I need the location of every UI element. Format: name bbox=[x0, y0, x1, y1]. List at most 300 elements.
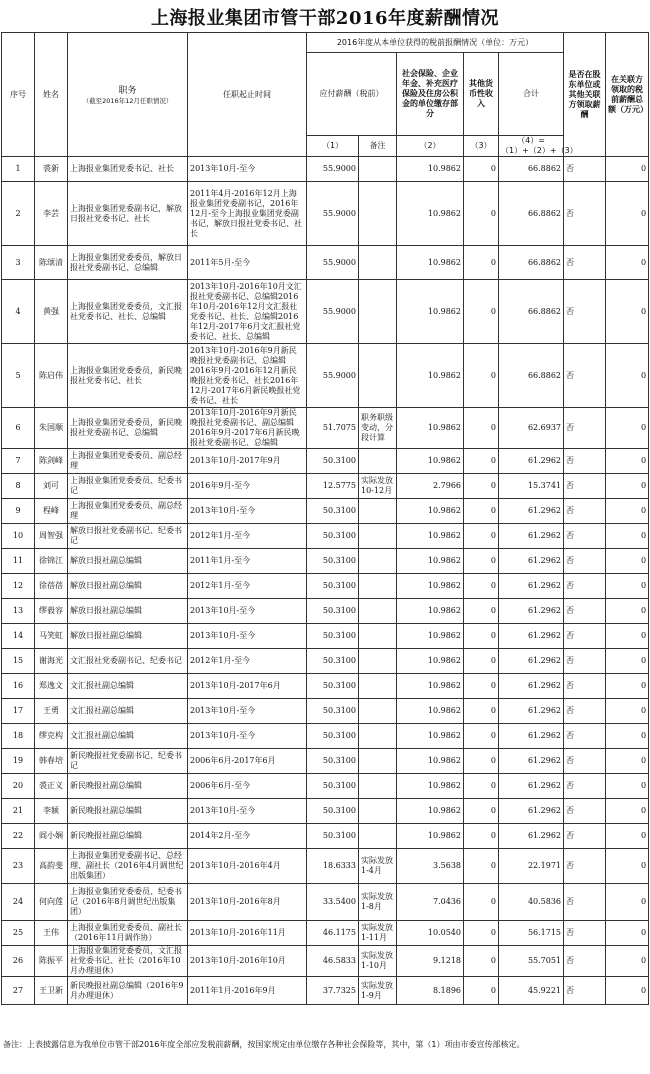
row-insurance: 10.9862 bbox=[397, 699, 464, 724]
row-name: 陈振平 bbox=[35, 946, 68, 977]
table-row bbox=[2, 280, 649, 344]
row-insurance: 10.9862 bbox=[397, 280, 464, 344]
row-salary: 50.3100 bbox=[307, 574, 359, 599]
row-remark bbox=[359, 344, 397, 408]
row-position: 解放日报社副总编辑 bbox=[68, 574, 188, 599]
row-other: 0 bbox=[464, 624, 499, 649]
row-position: 解放日报社副总编辑 bbox=[68, 624, 188, 649]
row-affiliate: 否 bbox=[564, 799, 606, 824]
row-position: 上海报业集团党委委员、副社长（2016年11月调作协） bbox=[68, 921, 188, 946]
row-salary: 50.3100 bbox=[307, 774, 359, 799]
row-affiliate-amount: 0 bbox=[606, 408, 649, 449]
row-other: 0 bbox=[464, 799, 499, 824]
row-other: 0 bbox=[464, 599, 499, 624]
header-insurance: 社会保险、企业年金、补充医疗保险及住房公积金的单位缴存部分 bbox=[397, 53, 464, 136]
row-position: 上海报业集团党委委员，解放日报社党委副书记、总编辑 bbox=[68, 246, 188, 280]
row-insurance: 10.9862 bbox=[397, 449, 464, 474]
row-affiliate-amount: 0 bbox=[606, 674, 649, 699]
row-insurance: 10.9862 bbox=[397, 724, 464, 749]
row-number: 8 bbox=[2, 474, 35, 499]
row-period: 2013年10月-至今 bbox=[188, 799, 307, 824]
row-period: 2013年10月-2016年9月新民晚报社党委副书记、副总编辑2016年9月-2017年6月新民晚报社党委副书记、总编辑 bbox=[188, 408, 307, 449]
row-total: 61.2962 bbox=[499, 774, 564, 799]
row-total: 61.2962 bbox=[499, 524, 564, 549]
row-affiliate: 否 bbox=[564, 774, 606, 799]
row-total: 61.2962 bbox=[499, 674, 564, 699]
row-total: 66.8862 bbox=[499, 182, 564, 246]
row-name: 陈剑峰 bbox=[35, 449, 68, 474]
row-other: 0 bbox=[464, 774, 499, 799]
row-number: 2 bbox=[2, 182, 35, 246]
row-period: 2013年10月-至今 bbox=[188, 157, 307, 182]
table-row bbox=[2, 408, 649, 449]
row-position: 新民晚报社副总编辑 bbox=[68, 774, 188, 799]
header-col-remark: 备注 bbox=[359, 136, 397, 157]
table-row bbox=[2, 724, 649, 749]
row-salary: 55.9000 bbox=[307, 246, 359, 280]
row-other: 0 bbox=[464, 699, 499, 724]
row-remark bbox=[359, 549, 397, 574]
header-affiliate-amount: 在关联方领取的税前薪酬总额（万元） bbox=[606, 33, 649, 157]
row-remark bbox=[359, 599, 397, 624]
table-row bbox=[2, 799, 649, 824]
row-other: 0 bbox=[464, 884, 499, 921]
row-number: 5 bbox=[2, 344, 35, 408]
row-insurance: 8.1896 bbox=[397, 977, 464, 1005]
row-number: 26 bbox=[2, 946, 35, 977]
row-insurance: 10.9862 bbox=[397, 408, 464, 449]
row-salary: 55.9000 bbox=[307, 280, 359, 344]
row-name: 徐蓓蓓 bbox=[35, 574, 68, 599]
row-remark bbox=[359, 799, 397, 824]
table-row bbox=[2, 499, 649, 524]
row-remark bbox=[359, 499, 397, 524]
row-remark: 实际发放10-12月 bbox=[359, 474, 397, 499]
row-other: 0 bbox=[464, 946, 499, 977]
row-affiliate: 否 bbox=[564, 408, 606, 449]
row-affiliate-amount: 0 bbox=[606, 849, 649, 884]
row-affiliate-amount: 0 bbox=[606, 649, 649, 674]
row-salary: 50.3100 bbox=[307, 549, 359, 574]
row-period: 2013年10月-2016年8月 bbox=[188, 884, 307, 921]
row-other: 0 bbox=[464, 849, 499, 884]
header-position-note: （截至2016年12月任职情况） bbox=[82, 96, 173, 105]
row-total: 61.2962 bbox=[499, 549, 564, 574]
row-position: 上海报业集团党委委员、副总经理 bbox=[68, 449, 188, 474]
row-other: 0 bbox=[464, 549, 499, 574]
table-row bbox=[2, 749, 649, 774]
table-row bbox=[2, 946, 649, 977]
row-remark bbox=[359, 724, 397, 749]
row-affiliate: 否 bbox=[564, 344, 606, 408]
row-number: 22 bbox=[2, 824, 35, 849]
row-affiliate-amount: 0 bbox=[606, 549, 649, 574]
row-insurance: 10.9862 bbox=[397, 524, 464, 549]
row-salary: 46.1175 bbox=[307, 921, 359, 946]
table-row bbox=[2, 921, 649, 946]
row-other: 0 bbox=[464, 824, 499, 849]
row-remark bbox=[359, 280, 397, 344]
row-number: 3 bbox=[2, 246, 35, 280]
row-affiliate-amount: 0 bbox=[606, 977, 649, 1005]
row-salary: 50.3100 bbox=[307, 699, 359, 724]
row-salary: 37.7325 bbox=[307, 977, 359, 1005]
row-affiliate-amount: 0 bbox=[606, 749, 649, 774]
row-insurance: 10.9862 bbox=[397, 499, 464, 524]
row-other: 0 bbox=[464, 977, 499, 1005]
row-salary: 12.5775 bbox=[307, 474, 359, 499]
row-affiliate: 否 bbox=[564, 524, 606, 549]
row-position: 上海报业集团党委副书记，解放日报社党委书记、社长 bbox=[68, 182, 188, 246]
row-affiliate-amount: 0 bbox=[606, 449, 649, 474]
row-salary: 50.3100 bbox=[307, 674, 359, 699]
row-number: 9 bbox=[2, 499, 35, 524]
row-period: 2013年10月-至今 bbox=[188, 499, 307, 524]
header-position-label: 职务 bbox=[118, 85, 137, 96]
header-col2: （2） bbox=[397, 136, 464, 157]
row-salary: 50.3100 bbox=[307, 749, 359, 774]
row-number: 19 bbox=[2, 749, 35, 774]
row-affiliate: 否 bbox=[564, 921, 606, 946]
row-position: 上海报业集团党委委员，新民晚报社党委书记、社长 bbox=[68, 344, 188, 408]
row-affiliate-amount: 0 bbox=[606, 344, 649, 408]
row-period: 2011年1月-至今 bbox=[188, 549, 307, 574]
row-total: 61.2962 bbox=[499, 449, 564, 474]
header-period: 任职起止时间 bbox=[188, 33, 307, 157]
row-period: 2011年5月-至今 bbox=[188, 246, 307, 280]
row-total: 56.1715 bbox=[499, 921, 564, 946]
row-affiliate-amount: 0 bbox=[606, 474, 649, 499]
row-affiliate-amount: 0 bbox=[606, 624, 649, 649]
row-number: 24 bbox=[2, 884, 35, 921]
row-name: 谢海光 bbox=[35, 649, 68, 674]
row-remark: 实际发放1-10月 bbox=[359, 946, 397, 977]
row-total: 61.2962 bbox=[499, 824, 564, 849]
row-affiliate-amount: 0 bbox=[606, 921, 649, 946]
row-affiliate-amount: 0 bbox=[606, 574, 649, 599]
row-other: 0 bbox=[464, 921, 499, 946]
row-name: 阎小娴 bbox=[35, 824, 68, 849]
row-name: 裘新 bbox=[35, 157, 68, 182]
table-row bbox=[2, 474, 649, 499]
row-affiliate: 否 bbox=[564, 246, 606, 280]
row-period: 2012年1月-至今 bbox=[188, 574, 307, 599]
row-insurance: 10.9862 bbox=[397, 157, 464, 182]
table-row bbox=[2, 524, 649, 549]
header-other: 其他货币性收入 bbox=[464, 53, 499, 136]
row-name: 李芸 bbox=[35, 182, 68, 246]
row-total: 66.8862 bbox=[499, 344, 564, 408]
row-total: 61.2962 bbox=[499, 599, 564, 624]
row-other: 0 bbox=[464, 749, 499, 774]
row-affiliate-amount: 0 bbox=[606, 884, 649, 921]
row-position: 上海报业集团党委委员，文汇报社党委书记、社长（2016年10月办理退休） bbox=[68, 946, 188, 977]
header-seq: 序号 bbox=[2, 33, 35, 157]
row-insurance: 10.9862 bbox=[397, 549, 464, 574]
row-other: 0 bbox=[464, 674, 499, 699]
row-affiliate: 否 bbox=[564, 157, 606, 182]
row-other: 0 bbox=[464, 280, 499, 344]
row-total: 66.8862 bbox=[499, 157, 564, 182]
row-position: 新民晚报社副总编辑 bbox=[68, 799, 188, 824]
row-number: 17 bbox=[2, 699, 35, 724]
row-insurance: 9.1218 bbox=[397, 946, 464, 977]
row-remark bbox=[359, 182, 397, 246]
header-col4: （4）=（1）+（2）+（3） bbox=[499, 136, 564, 157]
row-total: 22.1971 bbox=[499, 849, 564, 884]
row-position: 解放日报社副总编辑 bbox=[68, 549, 188, 574]
row-number: 27 bbox=[2, 977, 35, 1005]
table-row bbox=[2, 344, 649, 408]
row-total: 61.2962 bbox=[499, 624, 564, 649]
row-remark bbox=[359, 824, 397, 849]
row-position: 新民晚报社副总编辑（2016年9月办理退休） bbox=[68, 977, 188, 1005]
row-name: 李颖 bbox=[35, 799, 68, 824]
row-affiliate: 否 bbox=[564, 474, 606, 499]
row-total: 55.7051 bbox=[499, 946, 564, 977]
table-row bbox=[2, 157, 649, 182]
row-name: 朱国顺 bbox=[35, 408, 68, 449]
row-salary: 50.3100 bbox=[307, 524, 359, 549]
row-insurance: 10.9862 bbox=[397, 344, 464, 408]
row-insurance: 10.0540 bbox=[397, 921, 464, 946]
header-position bbox=[68, 33, 188, 157]
row-number: 25 bbox=[2, 921, 35, 946]
row-period: 2013年10月-至今 bbox=[188, 724, 307, 749]
row-position: 上海报业集团党委书记、社长 bbox=[68, 157, 188, 182]
row-total: 61.2962 bbox=[499, 749, 564, 774]
row-affiliate-amount: 0 bbox=[606, 799, 649, 824]
row-remark bbox=[359, 157, 397, 182]
row-affiliate: 否 bbox=[564, 749, 606, 774]
row-position: 文汇报社副总编辑 bbox=[68, 724, 188, 749]
footnote: 备注：上表披露信息为我单位市管干部2016年度全部应发税前薪酬，按国家规定由单位缴存各种社会保险等，其中，第（1）项由市委宣传部核定。 bbox=[3, 1040, 525, 1049]
table-row bbox=[2, 574, 649, 599]
row-position: 上海报业集团党委委员，新民晚报社党委副书记、总编辑 bbox=[68, 408, 188, 449]
row-other: 0 bbox=[464, 574, 499, 599]
row-salary: 50.3100 bbox=[307, 624, 359, 649]
row-total: 15.3741 bbox=[499, 474, 564, 499]
row-insurance: 10.9862 bbox=[397, 824, 464, 849]
row-insurance: 3.5638 bbox=[397, 849, 464, 884]
table-row bbox=[2, 549, 649, 574]
table-row bbox=[2, 699, 649, 724]
row-name: 何向莲 bbox=[35, 884, 68, 921]
row-insurance: 10.9862 bbox=[397, 649, 464, 674]
row-insurance: 7.0436 bbox=[397, 884, 464, 921]
row-remark bbox=[359, 649, 397, 674]
row-total: 45.9221 bbox=[499, 977, 564, 1005]
row-affiliate: 否 bbox=[564, 649, 606, 674]
row-affiliate: 否 bbox=[564, 624, 606, 649]
row-affiliate-amount: 0 bbox=[606, 280, 649, 344]
row-name: 郑逸文 bbox=[35, 674, 68, 699]
row-affiliate-amount: 0 bbox=[606, 157, 649, 182]
row-affiliate: 否 bbox=[564, 699, 606, 724]
row-affiliate: 否 bbox=[564, 946, 606, 977]
row-other: 0 bbox=[464, 246, 499, 280]
row-number: 20 bbox=[2, 774, 35, 799]
row-number: 23 bbox=[2, 849, 35, 884]
row-number: 18 bbox=[2, 724, 35, 749]
row-other: 0 bbox=[464, 408, 499, 449]
row-total: 40.5836 bbox=[499, 884, 564, 921]
row-affiliate-amount: 0 bbox=[606, 774, 649, 799]
row-position: 文汇报社副总编辑 bbox=[68, 674, 188, 699]
table-row bbox=[2, 182, 649, 246]
row-period: 2011年1月-2016年9月 bbox=[188, 977, 307, 1005]
row-affiliate: 否 bbox=[564, 280, 606, 344]
row-position: 上海报业集团党委委员、纪委书记 bbox=[68, 474, 188, 499]
row-remark bbox=[359, 774, 397, 799]
row-name: 刘可 bbox=[35, 474, 68, 499]
row-name: 王勇 bbox=[35, 699, 68, 724]
row-remark: 实际发放1-11月 bbox=[359, 921, 397, 946]
row-affiliate-amount: 0 bbox=[606, 599, 649, 624]
row-name: 缪克构 bbox=[35, 724, 68, 749]
row-total: 61.2962 bbox=[499, 724, 564, 749]
row-number: 1 bbox=[2, 157, 35, 182]
row-salary: 50.3100 bbox=[307, 599, 359, 624]
row-affiliate: 否 bbox=[564, 674, 606, 699]
row-period: 2013年10月-2017年6月 bbox=[188, 674, 307, 699]
row-affiliate-amount: 0 bbox=[606, 182, 649, 246]
table-row bbox=[2, 449, 649, 474]
row-name: 裘正义 bbox=[35, 774, 68, 799]
row-affiliate: 否 bbox=[564, 449, 606, 474]
row-other: 0 bbox=[464, 724, 499, 749]
row-other: 0 bbox=[464, 499, 499, 524]
table-row bbox=[2, 774, 649, 799]
row-remark: 实际发放1-4月 bbox=[359, 849, 397, 884]
table-row bbox=[2, 246, 649, 280]
row-salary: 18.6333 bbox=[307, 849, 359, 884]
table-row bbox=[2, 849, 649, 884]
row-remark: 职务职级变动，分段计算 bbox=[359, 408, 397, 449]
row-total: 61.2962 bbox=[499, 699, 564, 724]
row-position: 新民晚报社党委副书记、纪委书记 bbox=[68, 749, 188, 774]
row-name: 徐锦江 bbox=[35, 549, 68, 574]
row-number: 6 bbox=[2, 408, 35, 449]
row-period: 2011年4月-2016年12月上海报业集团党委副书记，2016年12月-至今上海报业集团党委副书记，解放日报社党委书记、社长 bbox=[188, 182, 307, 246]
row-position: 上海报业集团党委委员，文汇报社党委书记、社长、总编辑 bbox=[68, 280, 188, 344]
row-affiliate-amount: 0 bbox=[606, 699, 649, 724]
row-salary: 50.3100 bbox=[307, 649, 359, 674]
row-number: 15 bbox=[2, 649, 35, 674]
header-group: 2016年度从本单位获得的税前报酬情况（单位：万元） bbox=[307, 33, 564, 53]
header-col3: （3） bbox=[464, 136, 499, 157]
row-period: 2014年2月-至今 bbox=[188, 824, 307, 849]
row-insurance: 10.9862 bbox=[397, 574, 464, 599]
row-name: 陈启伟 bbox=[35, 344, 68, 408]
row-position: 新民晚报社副总编辑 bbox=[68, 824, 188, 849]
row-affiliate: 否 bbox=[564, 574, 606, 599]
row-number: 7 bbox=[2, 449, 35, 474]
row-period: 2013年10月-至今 bbox=[188, 599, 307, 624]
table-row bbox=[2, 649, 649, 674]
header-total: 合计 bbox=[499, 53, 564, 136]
row-period: 2013年10月-2016年11月 bbox=[188, 921, 307, 946]
row-period: 2006年6月-至今 bbox=[188, 774, 307, 799]
header-col1: （1） bbox=[307, 136, 359, 157]
row-number: 11 bbox=[2, 549, 35, 574]
row-insurance: 2.7966 bbox=[397, 474, 464, 499]
row-affiliate: 否 bbox=[564, 849, 606, 884]
row-insurance: 10.9862 bbox=[397, 674, 464, 699]
row-name: 王卫新 bbox=[35, 977, 68, 1005]
row-period: 2013年10月-2017年9月 bbox=[188, 449, 307, 474]
row-total: 61.2962 bbox=[499, 499, 564, 524]
row-number: 13 bbox=[2, 599, 35, 624]
row-position: 上海报业集团党委委员、纪委书记（2016年8月调世纪出版集团） bbox=[68, 884, 188, 921]
row-name: 王伟 bbox=[35, 921, 68, 946]
row-total: 61.2962 bbox=[499, 574, 564, 599]
row-other: 0 bbox=[464, 182, 499, 246]
row-affiliate-amount: 0 bbox=[606, 946, 649, 977]
row-affiliate: 否 bbox=[564, 884, 606, 921]
row-remark bbox=[359, 246, 397, 280]
row-salary: 55.9000 bbox=[307, 182, 359, 246]
row-period: 2006年6月-2017年6月 bbox=[188, 749, 307, 774]
row-other: 0 bbox=[464, 524, 499, 549]
row-number: 12 bbox=[2, 574, 35, 599]
row-salary: 50.3100 bbox=[307, 449, 359, 474]
row-remark bbox=[359, 699, 397, 724]
row-period: 2013年10月-2016年4月 bbox=[188, 849, 307, 884]
row-total: 62.6937 bbox=[499, 408, 564, 449]
row-insurance: 10.9862 bbox=[397, 624, 464, 649]
row-period: 2013年10月-2016年10月 bbox=[188, 946, 307, 977]
row-total: 61.2962 bbox=[499, 649, 564, 674]
page-title: 上海报业集团市管干部2016年度薪酬情况 bbox=[150, 8, 500, 29]
row-affiliate-amount: 0 bbox=[606, 524, 649, 549]
header-affiliate: 是否在股东单位或其他关联方领取薪酬 bbox=[564, 33, 606, 157]
row-salary: 46.5833 bbox=[307, 946, 359, 977]
row-other: 0 bbox=[464, 649, 499, 674]
row-period: 2012年1月-至今 bbox=[188, 524, 307, 549]
row-number: 10 bbox=[2, 524, 35, 549]
row-salary: 50.3100 bbox=[307, 799, 359, 824]
header-name: 姓名 bbox=[35, 33, 68, 157]
row-total: 66.8862 bbox=[499, 246, 564, 280]
row-number: 21 bbox=[2, 799, 35, 824]
row-insurance: 10.9862 bbox=[397, 246, 464, 280]
row-number: 16 bbox=[2, 674, 35, 699]
row-affiliate-amount: 0 bbox=[606, 824, 649, 849]
row-position: 文汇报社副总编辑 bbox=[68, 699, 188, 724]
row-name: 韩春培 bbox=[35, 749, 68, 774]
row-other: 0 bbox=[464, 474, 499, 499]
row-number: 14 bbox=[2, 624, 35, 649]
row-other: 0 bbox=[464, 344, 499, 408]
row-salary: 55.9000 bbox=[307, 157, 359, 182]
row-remark bbox=[359, 624, 397, 649]
row-total: 66.8862 bbox=[499, 280, 564, 344]
row-affiliate: 否 bbox=[564, 182, 606, 246]
row-insurance: 10.9862 bbox=[397, 774, 464, 799]
table-row bbox=[2, 674, 649, 699]
row-affiliate: 否 bbox=[564, 824, 606, 849]
row-insurance: 10.9862 bbox=[397, 182, 464, 246]
row-position: 上海报业集团党委委员、副总经理 bbox=[68, 499, 188, 524]
table-row bbox=[2, 884, 649, 921]
table-row bbox=[2, 599, 649, 624]
row-salary: 33.5400 bbox=[307, 884, 359, 921]
row-affiliate-amount: 0 bbox=[606, 724, 649, 749]
row-remark bbox=[359, 449, 397, 474]
salary-table bbox=[1, 32, 649, 1005]
row-salary: 50.3100 bbox=[307, 724, 359, 749]
